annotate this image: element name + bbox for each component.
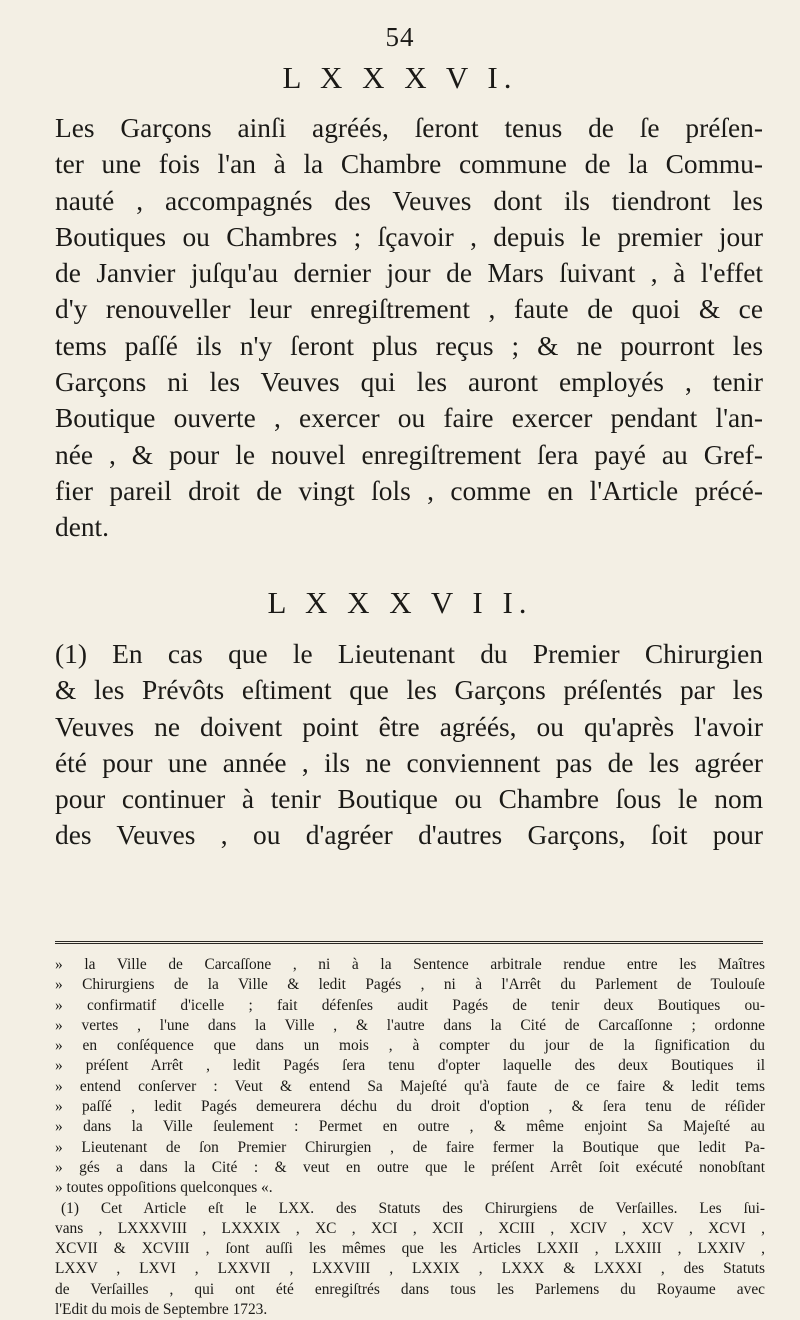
article-87-text xyxy=(55,636,763,854)
footnote-line: » en conſéquence que dans un mois , à compter du jour de la ſignification du xyxy=(55,1037,765,1055)
article-86-heading: L X X X V I. xyxy=(282,60,518,95)
footnotes xyxy=(55,955,765,1320)
text-line: été pour une année , ils ne conviennent pas de les agréer xyxy=(55,747,763,778)
text-line: Boutiques ou Chambres ; ſçavoir , depuis le premier jour xyxy=(55,221,763,252)
text-line: nauté , accompagnés des Veuves dont ils tiendront les xyxy=(55,185,763,216)
footnote-line: » préſent Arrêt , ledit Pagés ſera tenu d'opter laquelle des deux Boutiques il xyxy=(55,1057,765,1075)
footnote-line: l'Edit du mois de Septembre 1723. xyxy=(55,1301,268,1319)
text-line: fier pareil droit de vingt ſols , comme en l'Article précé- xyxy=(55,475,763,506)
footnote-line: LXXV , LXVI , LXXVII , LXXVIII , LXXIX , LXXX & LXXXI , des Statuts xyxy=(55,1260,765,1278)
footnote-line: » gés a dans la Cité : & veut en outre que le préſent Arrêt ſoit exécuté nonobſtant xyxy=(55,1158,765,1176)
text-line: née , & pour le nouvel enregiſtrement ſera payé au Gref- xyxy=(55,439,763,470)
page-number: 54 xyxy=(385,22,415,52)
text-line: Les Garçons ainſi agréés, ſeront tenus de ſe préſen- xyxy=(55,113,763,143)
article-86-text xyxy=(55,110,763,546)
footnote-line: » Chirurgiens de la Ville & ledit Pagés , ni à l'Arrêt du Parlement de Toulouſe xyxy=(55,976,765,994)
footnote-line: » toutes oppoſitions quelconques «. xyxy=(55,1179,273,1197)
footnote-divider xyxy=(55,941,763,944)
footnote-line: de Verſailles , qui ont été enregiſtrés dans tous les Parlemens du Royaume avec xyxy=(55,1280,765,1298)
footnote-line: (1) Cet Article eſt le LXX. des Statuts des Chirurgiens de Verſailles. Les ſui- xyxy=(61,1199,765,1217)
footnote-line: » Lieutenant de ſon Premier Chirurgien , de faire fermer la Boutique que ledit Pa- xyxy=(55,1138,765,1156)
text-line: dent. xyxy=(55,512,110,543)
text-line: tems paſſé ils n'y ſeront plus reçus ; & ne pourront les xyxy=(55,330,763,361)
text-line: d'y renouveller leur enregiſtrement , faute de quoi & ce xyxy=(55,294,763,325)
text-line: ter une fois l'an à la Chambre commune de la Commu- xyxy=(55,149,763,180)
footnote-line: » vertes , l'une dans la Ville , & l'autre dans la Cité de Carcaſſonne ; ordonne xyxy=(55,1016,765,1034)
footnote-line: vans , LXXXVIII , LXXXIX , XC , XCI , XCII , XCIII , XCIV , XCV , XCVI , xyxy=(55,1219,765,1237)
text-line: de Janvier juſqu'au dernier jour de Mars ſuivant , à l'effet xyxy=(55,258,763,289)
text-line: & les Prévôts eſtiment que les Garçons préſentés par les xyxy=(55,675,763,706)
footnote-line: » confirmatif d'icelle ; fait défenſes audit Pagés de tenir deux Boutiques ou- xyxy=(55,996,765,1014)
text-line: (1) En cas que le Lieutenant du Premier Chirurgien xyxy=(55,639,763,669)
text-line: Veuves ne doivent point être agréés, ou qu'après l'avoir xyxy=(55,711,763,742)
text-line: pour continuer à tenir Boutique ou Chambre ſous le nom xyxy=(55,784,763,815)
footnote-line: » paſſé , ledit Pagés demeurera déchu du droit d'option , & ſera tenu de réſider xyxy=(55,1098,765,1116)
footnote-line: » la Ville de Carcaſſone , ni à la Sentence arbitrale rendue entre les Maîtres xyxy=(55,956,765,973)
text-line: Boutique ouverte , exercer ou faire exercer pendant l'an- xyxy=(55,403,763,434)
text-line: des Veuves , ou d'agréer d'autres Garçons, ſoit pour xyxy=(55,820,763,851)
footnote-line: XCVII & XCVIII , ſont auſſi les mêmes que les Articles LXXII , LXXIII , LXXIV , xyxy=(55,1240,765,1258)
footnote-line: » entend conſerver : Veut & entend Sa Majeſté qu'à faute de ce faire & ledit tems xyxy=(55,1077,765,1095)
text-line: Garçons ni les Veuves qui les auront employés , tenir xyxy=(55,367,763,398)
footnote-line: » dans la Ville ſeulement : Permet en outre , & même enjoint Sa Majeſté au xyxy=(55,1118,765,1136)
article-87-heading: L X X X V I I. xyxy=(267,585,533,620)
